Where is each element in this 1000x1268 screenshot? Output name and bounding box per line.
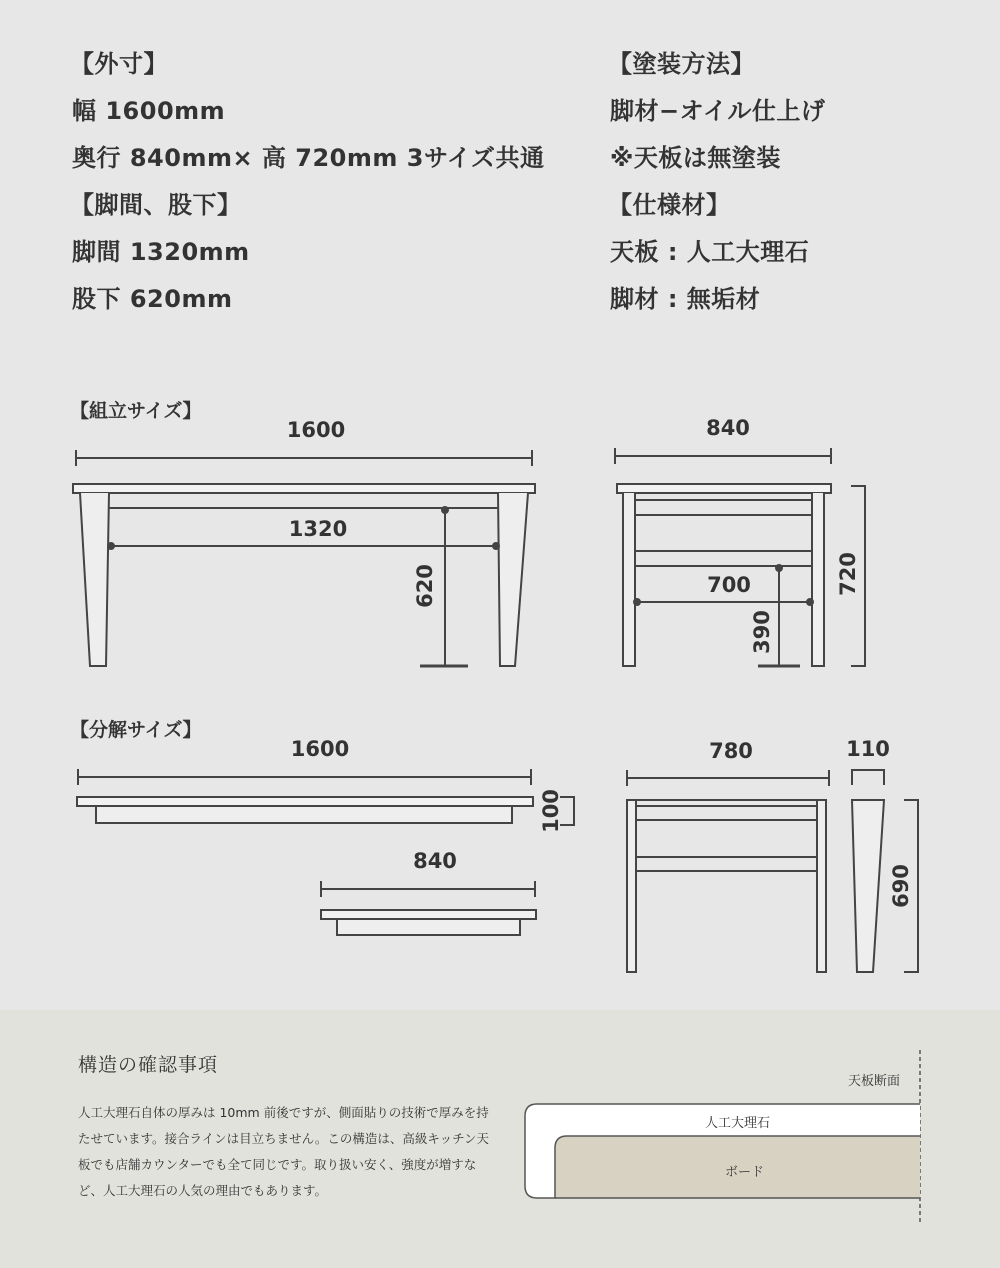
- dim-assembled-width: 1600: [286, 418, 346, 442]
- top-cross-section: [0, 1010, 1000, 1268]
- dim-inner-height: 390: [750, 610, 774, 654]
- spec-top-material: 天板 : 人工大理石: [610, 238, 810, 266]
- dim-inseam: 620: [413, 564, 437, 608]
- spec-width: 幅 1600mm: [72, 97, 226, 125]
- structure-note-body: 人工大理石自体の厚みは 10mm 前後ですが、側面貼りの技術で厚みを持たせています。接合ラインは目立ちません。この構造は、高級キッチン天板でも店舗カウンターでも全て同じです。取り扱い安く、強度が増すなど、人工大理石の人気の理由でもあります。: [78, 1105, 490, 1198]
- dim-top-width: 1600: [290, 737, 350, 761]
- cross-section-label: 天板断面: [848, 1074, 901, 1089]
- spec-leg-span: 脚間 1320mm: [72, 238, 250, 266]
- disassembled-frame: [627, 770, 829, 972]
- assembled-side-view: [615, 448, 865, 666]
- layer-marble-label: 人工大理石: [705, 1116, 771, 1131]
- disassembled-size-label: 【分解サイズ】: [70, 719, 202, 741]
- spec-heading-finish: 【塗装方法】: [608, 50, 755, 78]
- spec-heading-materials: 【仕様材】: [608, 191, 731, 219]
- dim-top-depth: 840: [413, 849, 457, 873]
- spec-heading-leg-span: 【脚間、股下】: [70, 191, 242, 219]
- spec-leg-finish: 脚材−オイル仕上げ: [610, 97, 826, 125]
- dim-inner-width: 700: [707, 573, 751, 597]
- dim-top-thickness: 100: [539, 789, 563, 833]
- disassembled-side-top: [321, 881, 536, 935]
- dim-leg-span: 1320: [288, 517, 348, 541]
- layer-board-label: ボード: [725, 1165, 765, 1180]
- disassembled-top: [77, 769, 574, 825]
- spec-depth-height: 奥行 840mm× 高 720mm 3サイズ共通: [72, 144, 545, 172]
- dim-leg-width: 110: [846, 737, 890, 761]
- structure-note-title: 構造の確認事項: [78, 1054, 219, 1076]
- assembled-size-label: 【組立サイズ】: [70, 400, 202, 422]
- assembled-front-view: [73, 450, 535, 666]
- dim-assembled-height: 720: [836, 552, 860, 596]
- spec-heading-outer-size: 【外寸】: [70, 50, 168, 78]
- dim-frame-width: 780: [709, 739, 753, 763]
- dim-leg-height: 690: [889, 864, 913, 908]
- spec-inseam: 股下 620mm: [72, 285, 233, 313]
- spec-leg-material: 脚材 : 無垢材: [610, 285, 761, 313]
- dim-assembled-depth: 840: [706, 416, 750, 440]
- spec-top-unfinished: ※天板は無塗装: [610, 144, 781, 172]
